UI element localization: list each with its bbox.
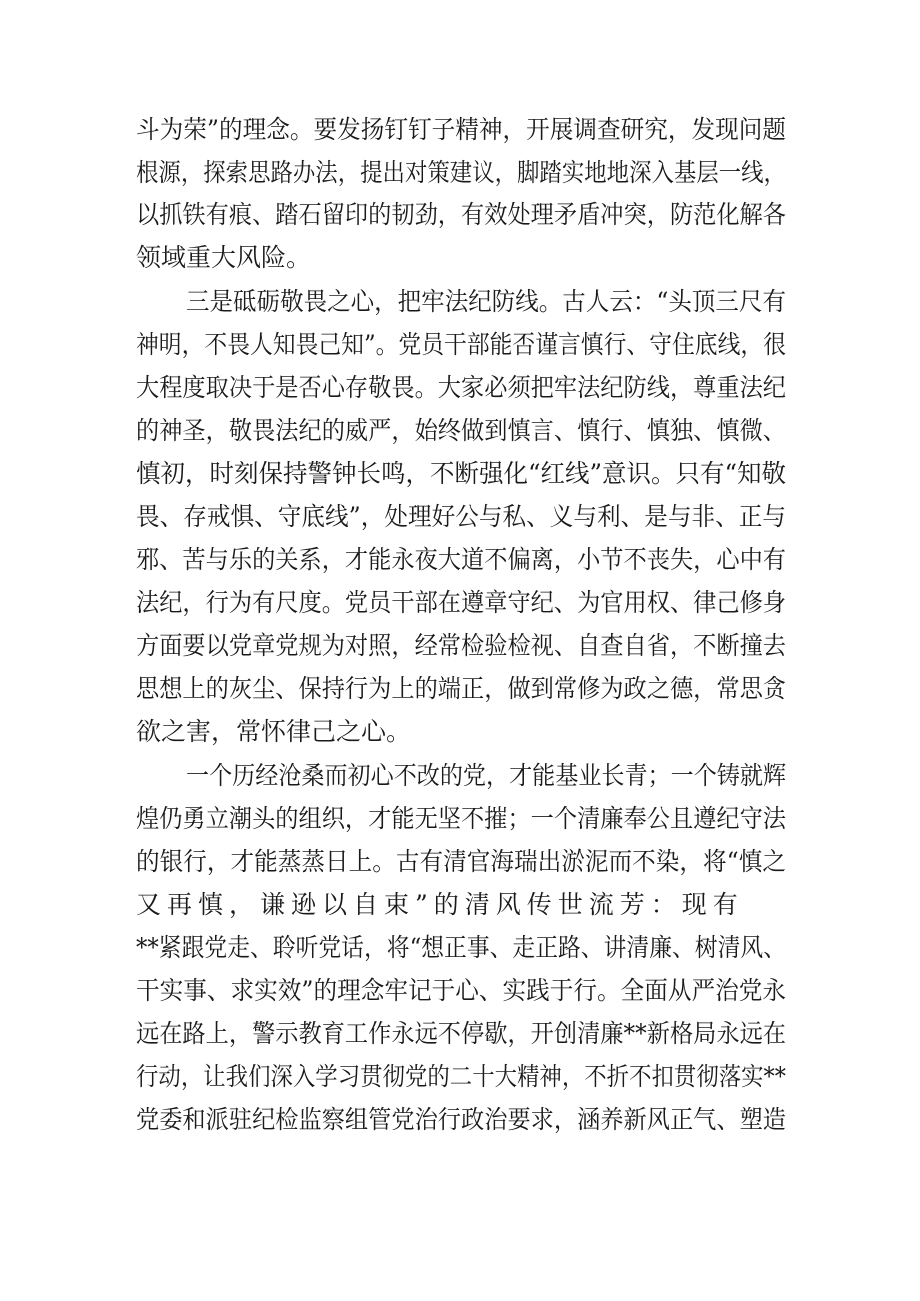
- text-line: [0, 193, 920, 237]
- line-text: 神明，不畏人知畏己知”。党员干部能否谨言慎行、守住底线，很: [136, 330, 786, 359]
- line-text: 的银行，才能蒸蒸日上。古有清官海瑞出淤泥而不染，将“慎之: [136, 847, 786, 876]
- line-text: 慎初，时刻保持警钟长鸣，不断强化“红线”意识。只有“知敬: [136, 459, 787, 488]
- line-text: 大程度取决于是否心存敬畏。大家必须把牢法纪防线，尊重法纪: [136, 373, 787, 402]
- text-line: [0, 323, 920, 367]
- text-line: [0, 1098, 920, 1142]
- text-line: [0, 710, 920, 754]
- text-line: [0, 538, 920, 582]
- line-text: 法纪，行为有尺度。党员干部在遵章守纪、为官用权、律己修身: [136, 588, 787, 617]
- line-text: 又再慎，谦逊以自束”的清风传世流芳：现有: [136, 890, 744, 919]
- text-line: [0, 236, 920, 280]
- paragraph-start-line: [0, 280, 920, 324]
- line-text: 远在路上，警示教育工作永远不停歇，开创清廉**新格局永远在: [136, 1019, 787, 1048]
- text-line: [0, 1012, 920, 1056]
- line-text: 斗为荣”的理念。要发扬钉钉子精神，开展调查研究，发现问题: [136, 115, 786, 144]
- line-text: 思想上的灰尘、保持行为上的端正，做到常修为政之德，常思贪: [136, 674, 787, 703]
- text-line: [0, 797, 920, 841]
- line-text: 煌仍勇立潮头的组织，才能无坚不摧；一个清廉奉公且遵纪守法: [136, 804, 787, 833]
- text-line: [0, 667, 920, 711]
- line-text: 三是砥砺敬畏之心，把牢法纪防线。古人云：“头顶三尺有: [186, 287, 786, 316]
- line-text: 根源，探索思路办法，提出对策建议，脚踏实地地深入基层一线，: [136, 158, 786, 187]
- text-line: [0, 840, 920, 884]
- line-text: 方面要以党章党规为对照，经常检验检视、自查自省，不断撞去: [136, 631, 787, 660]
- text-line: [0, 624, 920, 668]
- text-line: [0, 926, 920, 970]
- text-line: [0, 581, 920, 625]
- line-text: 领域重大风险。: [136, 243, 312, 272]
- line-text: 行动，让我们深入学习贯彻党的二十大精神，不折不扣贯彻落实**: [136, 1062, 786, 1091]
- text-line: [0, 151, 920, 195]
- paragraph-start-line: [0, 754, 920, 798]
- text-line: [0, 495, 920, 539]
- line-text: 欲之害，常怀律己之心。: [136, 717, 412, 746]
- text-line: [0, 452, 920, 496]
- text-line: [0, 1055, 920, 1099]
- line-text: 干实事、求实效”的理念牢记于心、实践于行。全面从严治党永: [136, 976, 786, 1005]
- text-line: [0, 108, 920, 152]
- line-text: 党委和派驻纪检监察组管党治行政治要求，涵养新风正气、塑造: [136, 1105, 787, 1134]
- line-text: **紧跟党走、聆听党话，将“想正事、走正路、讲清廉、树清风、: [136, 933, 786, 962]
- text-line: [0, 366, 920, 410]
- line-text: 一个历经沧桑而初心不改的党，才能基业长青；一个铸就辉: [186, 761, 787, 790]
- line-text: 畏、存戒惧、守底线”，处理好公与私、义与利、是与非、正与: [136, 502, 786, 531]
- text-line: [0, 969, 920, 1013]
- text-line: [0, 409, 920, 453]
- line-text: 邪、苦与乐的关系，才能永夜大道不偏离，小节不丧失，心中有: [136, 545, 787, 574]
- line-text: 以抓铁有痕、踏石留印的韧劲，有效处理矛盾冲突，防范化解各: [136, 200, 787, 229]
- text-line: [0, 883, 920, 927]
- line-text: 的神圣，敬畏法纪的威严，始终做到慎言、慎行、慎独、慎微、: [136, 416, 787, 445]
